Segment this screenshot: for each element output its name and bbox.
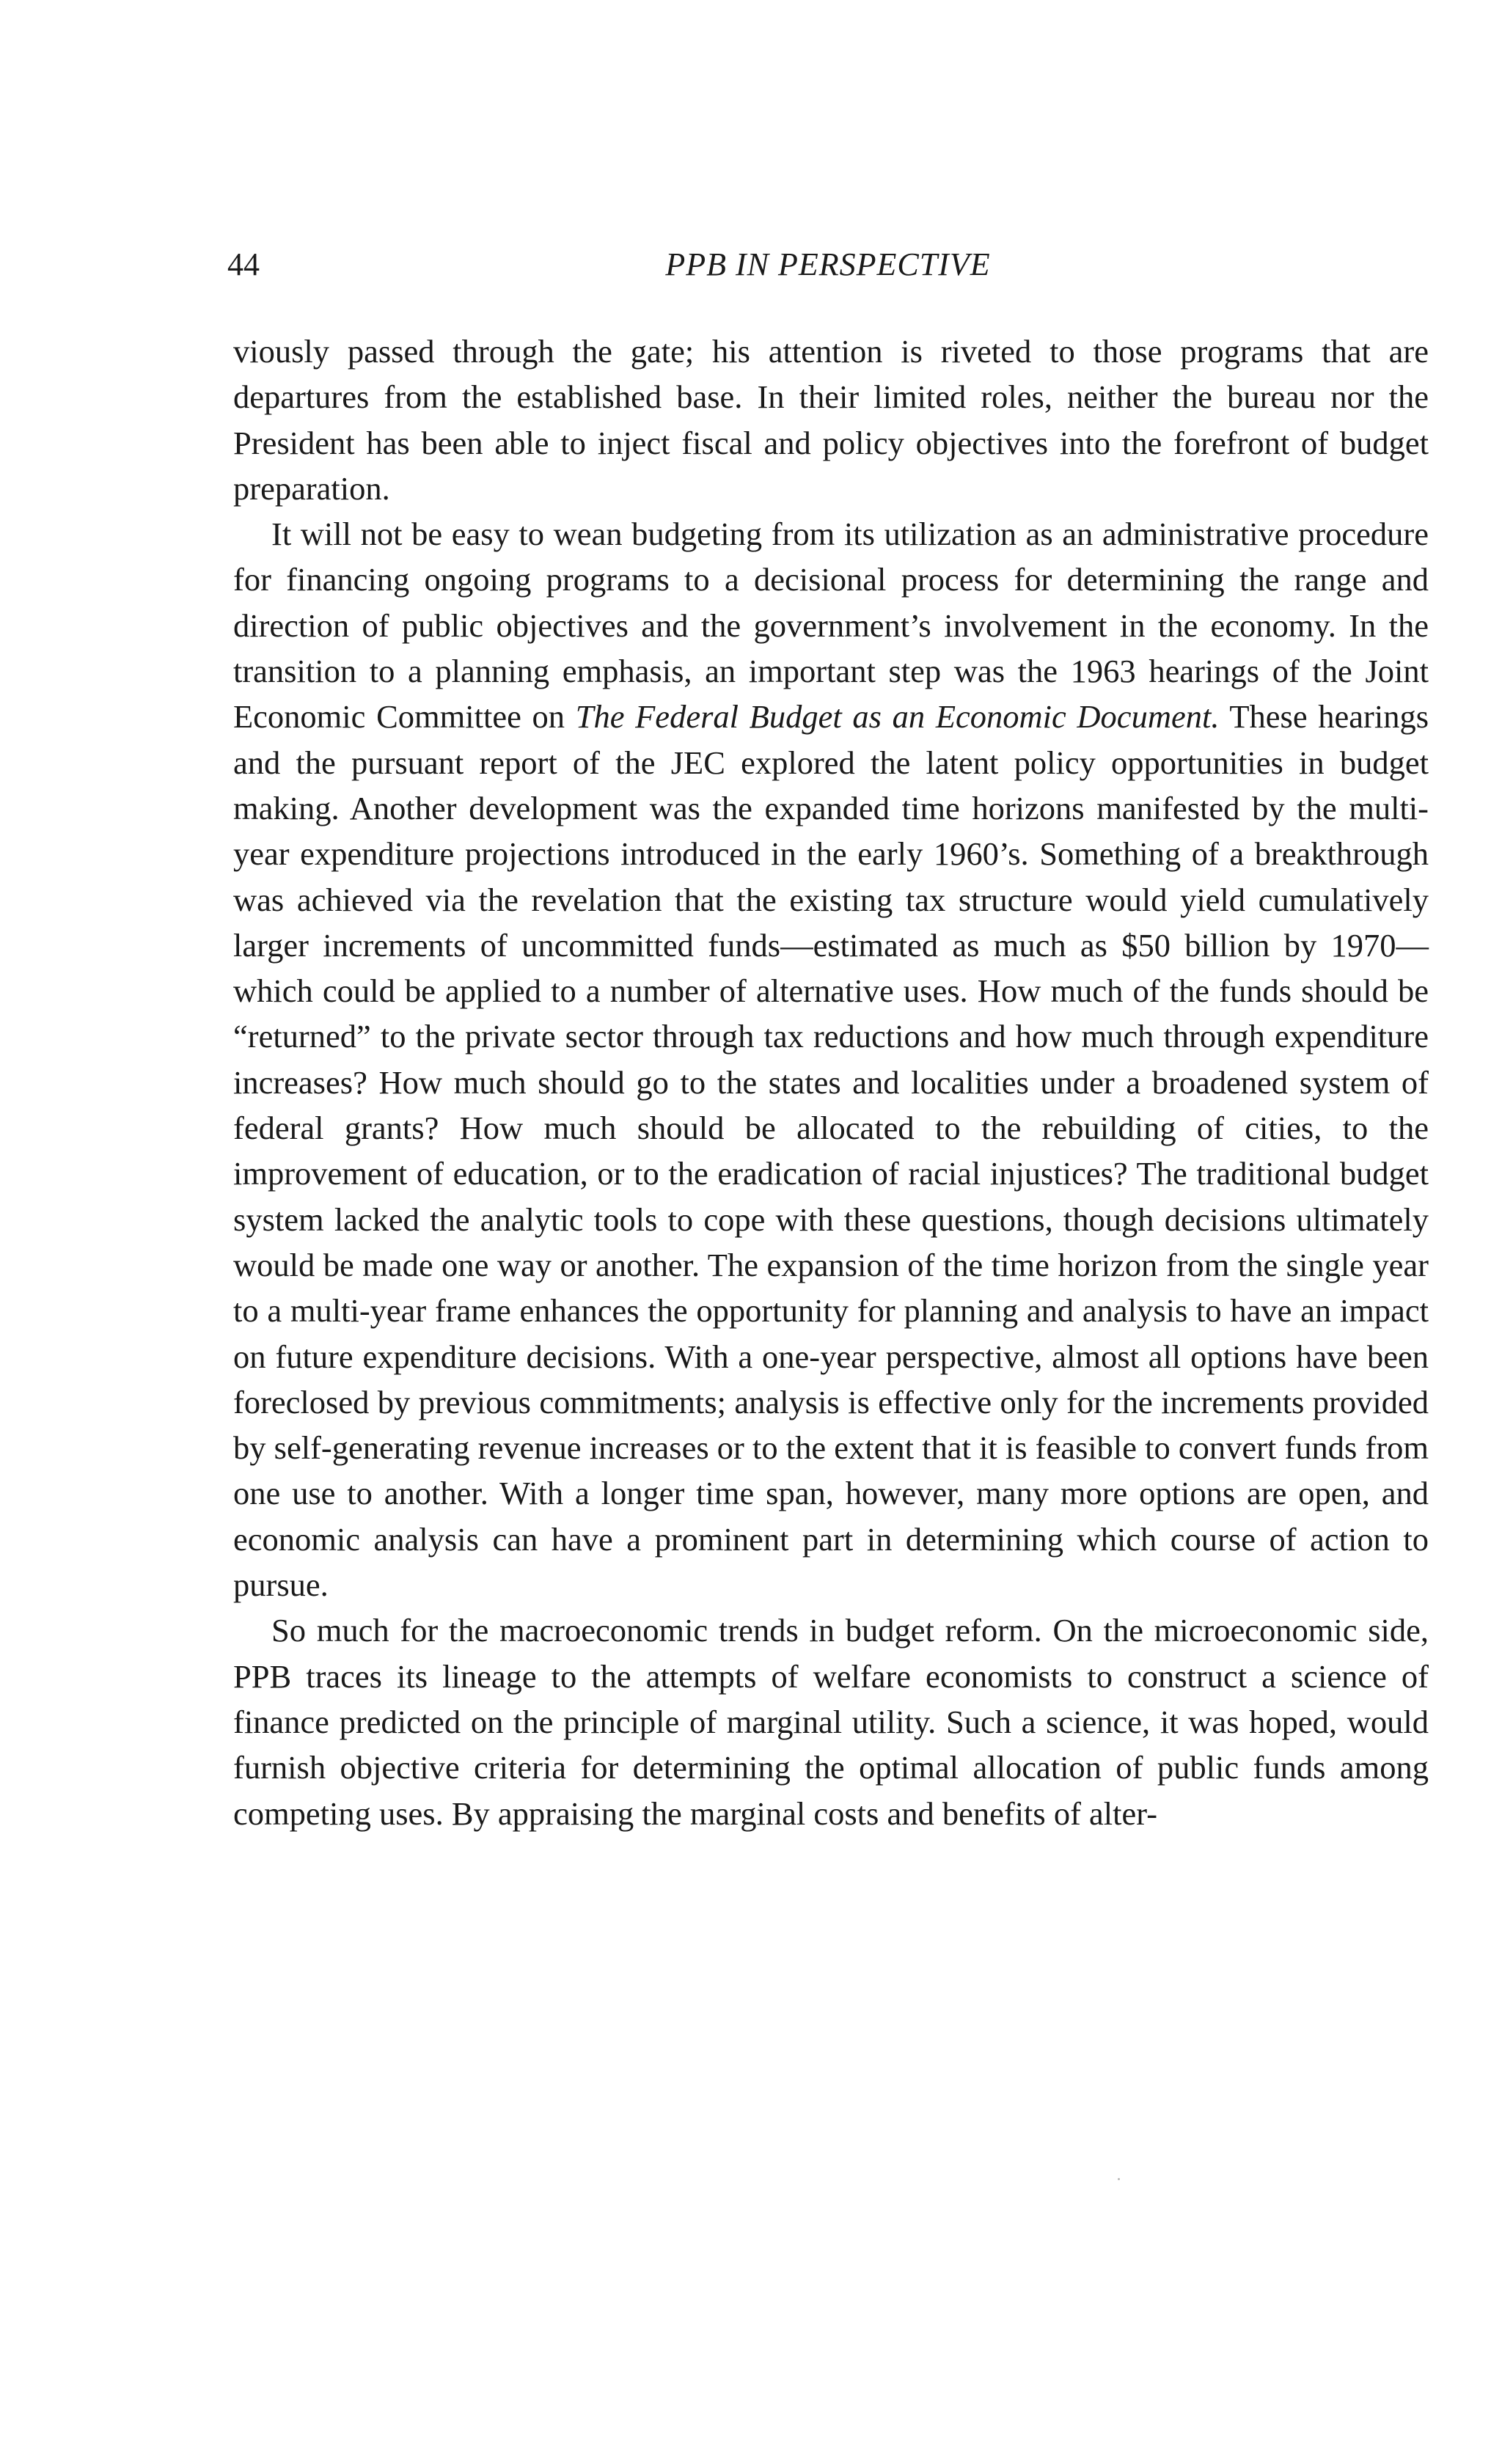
page-number: 44: [227, 246, 260, 282]
paragraph-1: viously passed through the gate; his attention is riveted to those programs that are departures from the established base. In their limited roles, neither the bureau nor the President has been able to inject fiscal and policy objectives into the forefront of budget preparation.: [233, 333, 1429, 507]
scan-speck: [1118, 2178, 1120, 2180]
document-title: The Federal Budget as an Economic Document.: [575, 698, 1220, 736]
body-text: [233, 329, 1429, 1836]
running-head: PPB IN PERSPECTIVE: [665, 246, 991, 282]
paragraph-3: So much for the macroeconomic trends in budget reform. On the microeconomic side, PPB traces its lineage to the attempts of welfare economists to construct a science of finance predicted on the principle of marginal utility. Such a science, it was hoped, would furnish objective criteria for determining the optimal allocation of public funds among competing uses. By appraising the marginal costs and benefits of alter-: [233, 1612, 1429, 1832]
paragraph-2: [233, 511, 1429, 1607]
paragraph-2-text-after: These hearings and the pursuant report of the JEC explored the latent policy opportunities in budget making. Another development was the expanded time horizons manifested by the multi-year expenditure projections introduced in the early 1960’s. Something of a breakthrough was achieved via the revelation that the existing tax structure would yield cumulatively larger increments of uncommitted funds—estimated as much as $50 billion by 1970—which could be applied to a number of alternative uses. How much of the funds should be “returned” to the private sector through tax reductions and how much through expenditure increases? How much should go to the states and localities under a broadened system of federal grants? How much should be allocated to the rebuilding of cities, to the improvement of education, or to the eradication of racial injustices? The traditional budget system lacked the analytic tools to cope with these questions, though decisions ultimately would be made one way or another. The expansion of the time horizon from the single year to a multi-year frame enhances the opportunity for planning and analysis to have an impact on future expenditure decisions. With a one-year perspective, almost all options have been foreclosed by previous commitments; analysis is effective only for the increments provided by self-generating revenue increases or to the extent that it is feasible to convert funds from one use to another. With a longer time span, however, many more options are open, and economic analysis can have a prominent part in determining which course of action to pursue.: [233, 698, 1429, 1604]
page-header: [227, 239, 1429, 290]
paragraph-2-text-before: It will not be easy to wean budgeting from its utilization as an administrative procedure for financing ongoing programs to a decisional process for determining the range and direction of public objectives and the government’s involvement in the economy. In the transition to a planning emphasis, an important step was the 1963 hearings of the Joint Economic Committee on: [233, 516, 1429, 736]
